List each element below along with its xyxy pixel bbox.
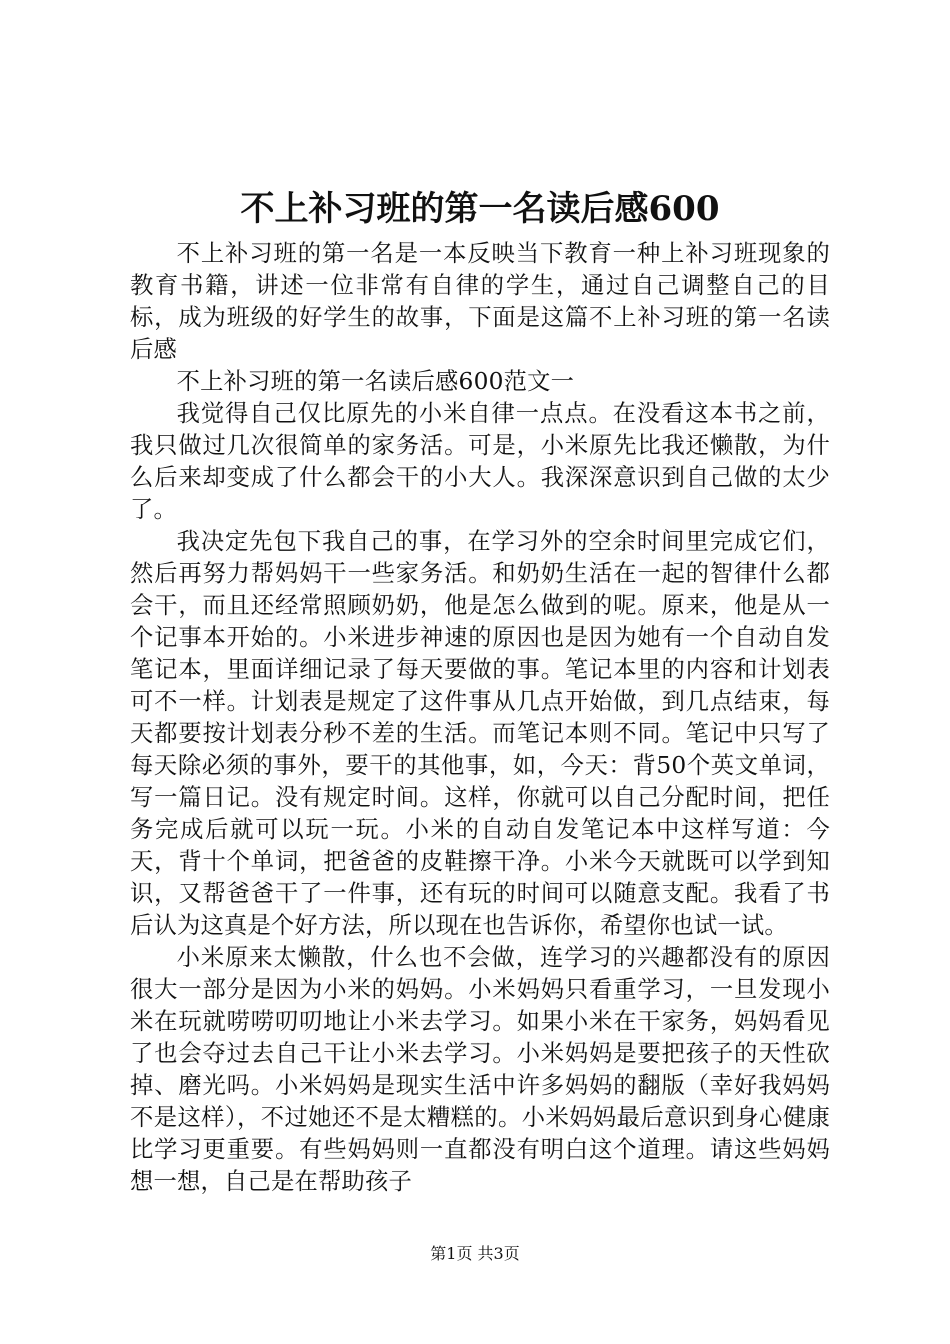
page-number-footer: 第1页 共3页 xyxy=(430,1244,520,1263)
paragraph-subtitle: 不上补习班的第一名读后感600范文一 xyxy=(176,368,575,395)
paragraph-body-1: 我觉得自己仅比原先的小米自律一点点。在没看这本书之前，我只做过几次很简单的家务活。可是，小米原先比我还懒散，为什么后来却变成了什么都会干的小大人。我深深意识到自己做的太少了。 xyxy=(130,400,830,523)
paragraph-body-3: 小米原来太懒散，什么也不会做，连学习的兴趣都没有的原因很大一部分是因为小米的妈妈。小米妈妈只看重学习，一旦发现小米在玩就唠唠叨叨地让小米去学习。如果小米在干家务，妈妈看见了也会夺过去自己干让小米去学习。小米妈妈是要把孩子的天性砍掉、磨光吗。小米妈妈是现实生活中许多妈妈的翻版（幸好我妈妈不是这样），不过她还不是太糟糕的。小米妈妈最后意识到身心健康比学习更重要。有些妈妈则一直都没有明白这个道理。请这些妈妈想一想，自己是在帮助孩子 xyxy=(130,944,830,1195)
paragraph-body-2: 我决定先包下我自己的事，在学习外的空余时间里完成它们，然后再努力帮妈妈干一些家务活。和奶奶生活在一起的智律什么都会干，而且还经常照顾奶奶，他是怎么做到的呢。原来，他是从一个记事本开始的。小米进步神速的原因也是因为她有一个自动自发笔记本，里面详细记录了每天要做的事。笔记本里的内容和计划表可不一样。计划表是规定了这件事从几点开始做，到几点结束，每天都要按计划表分秒不差的生活。而笔记本则不同。笔记中只写了每天除必须的事外，要干的其他事，如，今天：背50个英文单词，写一篇日记。没有规定时间。这样，你就可以自己分配时间，把任务完成后就可以玩一玩。小米的自动自发笔记本中这样写道：今天，背十个单词，把爸爸的皮鞋擦干净。小米今天就既可以学到知识，又帮爸爸干了一件事，还有玩的时间可以随意支配。我看了书后认为这真是个好方法，所以现在也告诉你，希望你也试一试。 xyxy=(130,528,830,939)
paragraph-intro: 不上补习班的第一名是一本反映当下教育一种上补习班现象的教育书籍，讲述一位非常有自律的学生，通过自己调整自己的目标，成为班级的好学生的故事，下面是这篇不上补习班的第一名读后感 xyxy=(130,240,830,363)
document-title: 不上补习班的第一名读后感600 xyxy=(240,189,720,229)
document-body xyxy=(130,238,830,1198)
